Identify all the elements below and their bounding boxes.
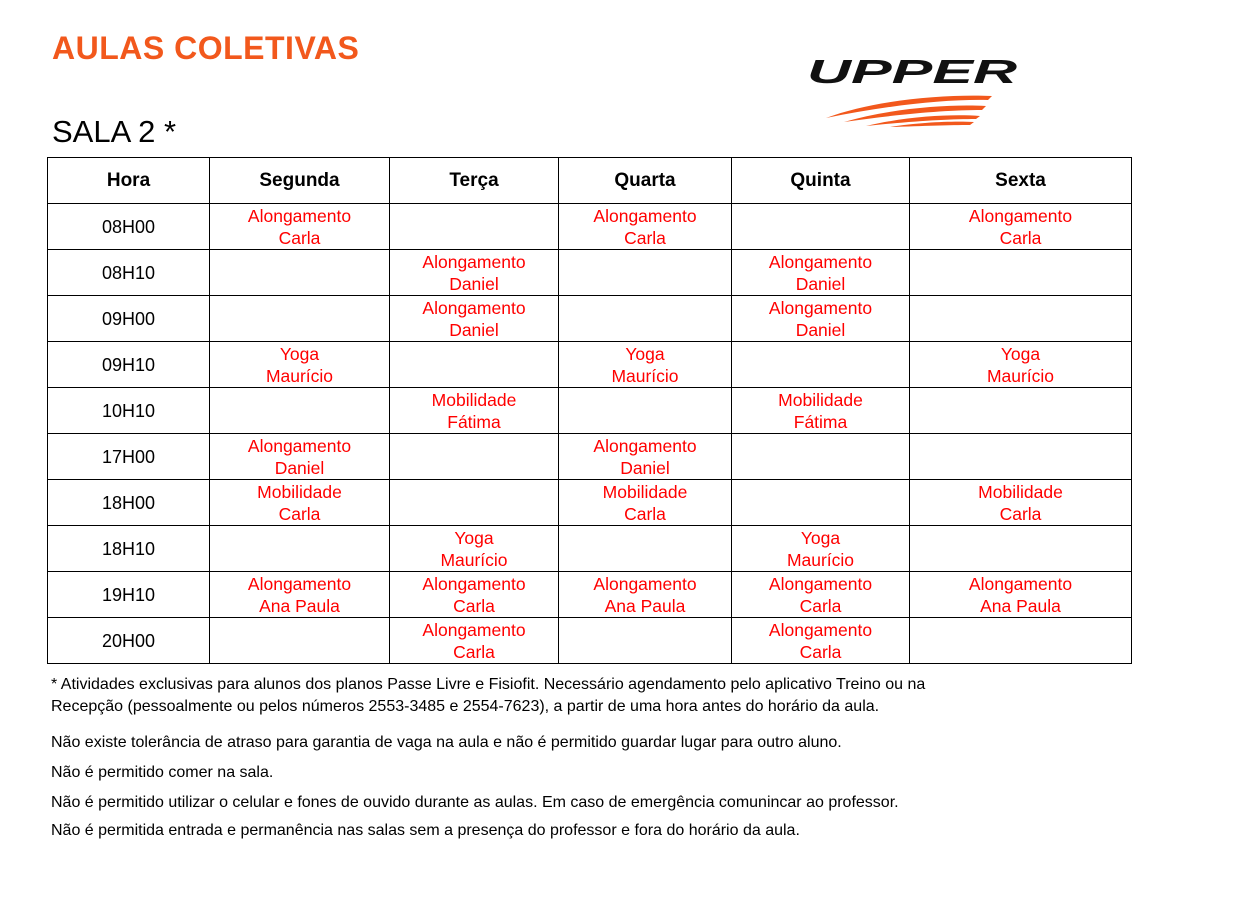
hour-cell: 09H00 [48, 296, 210, 342]
class-cell [559, 526, 732, 572]
class-cell [559, 434, 732, 480]
column-header-sexta: Sexta [910, 158, 1132, 204]
teacher-name: Maurício [786, 549, 855, 570]
footnote-line-1: * Atividades exclusivas para alunos dos planos Passe Livre e Fisiofit. Necessário agendamento pelo aplicativo Treino ou na [51, 676, 926, 693]
teacher-name: Daniel [795, 273, 846, 294]
class-name: Alongamento [422, 619, 526, 640]
room-title: SALA 2 * [52, 114, 177, 149]
logo-wordmark: UPPER [807, 56, 1018, 90]
hour-cell: 17H00 [48, 434, 210, 480]
class-cell [390, 526, 559, 572]
logo-swoosh [826, 96, 992, 127]
class-name: Yoga [800, 527, 841, 548]
class-cell [910, 342, 1132, 388]
rule-no-eating: Não é permitido comer na sala. [51, 764, 274, 781]
class-cell [732, 388, 910, 434]
teacher-name: Maurício [265, 365, 334, 386]
class-name: Mobilidade [257, 481, 342, 502]
class-cell [390, 572, 559, 618]
class-name: Yoga [454, 527, 494, 548]
class-cell [210, 388, 390, 434]
class-cell [732, 526, 910, 572]
class-name: Yoga [625, 343, 665, 364]
teacher-name: Carla [278, 227, 321, 248]
class-name: Mobilidade [978, 481, 1063, 502]
class-cell [559, 618, 732, 664]
teacher-name: Carla [624, 503, 666, 524]
class-cell [390, 250, 559, 296]
class-cell [910, 204, 1132, 250]
teacher-name: Daniel [449, 273, 499, 294]
table-row [48, 204, 1132, 250]
class-name: Yoga [1000, 343, 1041, 364]
class-name: Alongamento [422, 573, 526, 594]
class-cell [210, 250, 390, 296]
class-name: Alongamento [593, 435, 697, 456]
class-cell [910, 526, 1132, 572]
class-cell [210, 342, 390, 388]
class-cell [732, 296, 910, 342]
teacher-name: Fátima [793, 411, 848, 432]
teacher-name: Carla [799, 595, 842, 616]
upper-logo [804, 56, 1024, 132]
class-cell [210, 480, 390, 526]
table-row [48, 480, 1132, 526]
class-cell [910, 250, 1132, 296]
class-name: Mobilidade [778, 389, 863, 410]
class-cell [210, 572, 390, 618]
class-name: Alongamento [768, 251, 873, 272]
column-header-quinta: Quinta [732, 158, 910, 204]
rule-late-arrival: Não existe tolerância de atraso para garantia de vaga na aula e não é permitido guardar lugar para outro aluno. [51, 734, 842, 751]
class-name: Mobilidade [431, 389, 517, 410]
teacher-name: Daniel [449, 319, 499, 340]
schedule-body [48, 204, 1132, 664]
teacher-name: Daniel [620, 457, 670, 478]
class-name: Alongamento [593, 573, 697, 594]
class-name: Alongamento [593, 205, 697, 226]
class-cell [390, 434, 559, 480]
class-cell [210, 296, 390, 342]
class-cell [390, 342, 559, 388]
table-row [48, 296, 1132, 342]
teacher-name: Ana Paula [604, 595, 686, 616]
class-name: Alongamento [768, 573, 873, 594]
teacher-name: Carla [453, 641, 495, 662]
class-cell [559, 388, 732, 434]
class-cell [390, 296, 559, 342]
class-name: Alongamento [968, 205, 1073, 226]
page-title: AULAS COLETIVAS [52, 30, 360, 66]
class-name: Alongamento [768, 297, 873, 318]
class-cell [910, 618, 1132, 664]
teacher-name: Fátima [447, 411, 501, 432]
class-cell [559, 572, 732, 618]
hour-cell: 09H10 [48, 342, 210, 388]
teacher-name: Maurício [611, 365, 679, 386]
class-cell [910, 480, 1132, 526]
hour-cell: 18H10 [48, 526, 210, 572]
teacher-name: Maurício [440, 549, 508, 570]
class-cell [559, 342, 732, 388]
class-cell [559, 296, 732, 342]
class-cell [732, 204, 910, 250]
teacher-name: Carla [278, 503, 321, 524]
hour-cell: 18H00 [48, 480, 210, 526]
table-row [48, 250, 1132, 296]
class-cell [732, 572, 910, 618]
hour-cell: 08H10 [48, 250, 210, 296]
table-row [48, 618, 1132, 664]
class-cell [210, 526, 390, 572]
class-name: Alongamento [247, 435, 352, 456]
hour-cell: 08H00 [48, 204, 210, 250]
class-cell [732, 250, 910, 296]
class-name: Alongamento [422, 251, 526, 272]
column-header-terca: Terça [390, 158, 559, 204]
class-name: Yoga [279, 343, 320, 364]
teacher-name: Ana Paula [259, 595, 340, 616]
column-header-segunda: Segunda [210, 158, 390, 204]
table-row [48, 526, 1132, 572]
class-name: Alongamento [768, 619, 873, 640]
teacher-name: Ana Paula [980, 595, 1061, 616]
teacher-name: Daniel [274, 457, 325, 478]
rule-teacher-presence: Não é permitida entrada e permanência nas salas sem a presença do professor e fora do horário da aula. [51, 822, 800, 839]
class-cell [390, 480, 559, 526]
class-cell [210, 204, 390, 250]
schedule-table [47, 157, 1132, 664]
class-cell [559, 480, 732, 526]
class-cell [732, 434, 910, 480]
class-cell [732, 618, 910, 664]
class-cell [210, 618, 390, 664]
class-name: Alongamento [247, 205, 352, 226]
class-cell [732, 480, 910, 526]
class-name: Alongamento [968, 573, 1073, 594]
class-cell [910, 572, 1132, 618]
header-row [48, 158, 1132, 204]
class-name: Alongamento [422, 297, 526, 318]
class-cell [559, 204, 732, 250]
column-header-quarta: Quarta [559, 158, 732, 204]
class-name: Mobilidade [602, 481, 688, 502]
table-row [48, 572, 1132, 618]
class-name: Alongamento [247, 573, 352, 594]
class-cell [390, 204, 559, 250]
table-row [48, 434, 1132, 480]
teacher-name: Carla [453, 595, 495, 616]
class-cell [390, 618, 559, 664]
teacher-name: Daniel [795, 319, 846, 340]
notes [51, 674, 1201, 842]
class-cell [390, 388, 559, 434]
class-cell [910, 296, 1132, 342]
class-cell [559, 250, 732, 296]
teacher-name: Carla [999, 227, 1042, 248]
class-cell [732, 342, 910, 388]
hour-cell: 10H10 [48, 388, 210, 434]
footnote-line-2: Recepção (pessoalmente ou pelos números 2553-3485 e 2554-7623), a partir de uma hora antes do horário da aula. [51, 698, 880, 715]
class-cell [210, 434, 390, 480]
rule-no-phone: Não é permitido utilizar o celular e fones de ouvido durante as aulas. Em caso de emergência comunincar ao professor. [51, 794, 899, 811]
column-header-hora: Hora [48, 158, 210, 204]
teacher-name: Carla [799, 641, 842, 662]
hour-cell: 20H00 [48, 618, 210, 664]
class-cell [910, 434, 1132, 480]
teacher-name: Maurício [986, 365, 1055, 386]
teacher-name: Carla [999, 503, 1042, 524]
table-row [48, 388, 1132, 434]
table-row [48, 342, 1132, 388]
class-cell [910, 388, 1132, 434]
teacher-name: Carla [624, 227, 666, 248]
hour-cell: 19H10 [48, 572, 210, 618]
